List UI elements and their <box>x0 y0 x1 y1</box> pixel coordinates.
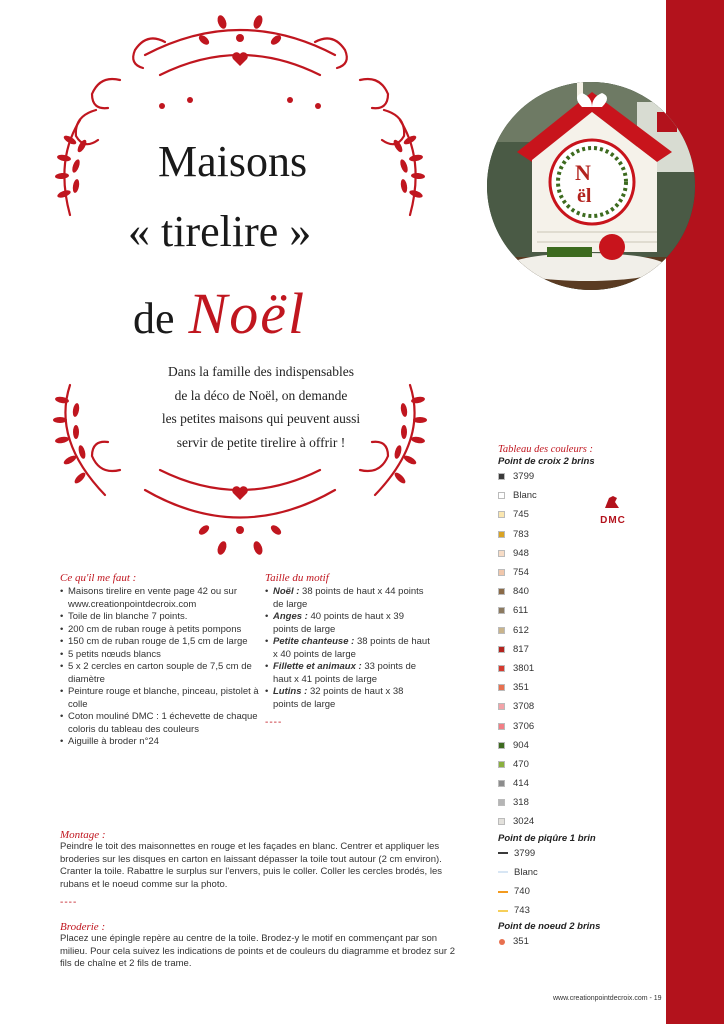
legend-row <box>498 774 658 793</box>
svg-text:ël: ël <box>577 185 592 207</box>
list-item: • 150 cm de ruban rouge de 1,5 cm de large <box>60 636 260 649</box>
color-code: 948 <box>513 547 529 559</box>
legend-row <box>498 863 658 882</box>
color-swatch <box>498 588 505 595</box>
line-swatch <box>498 891 508 893</box>
legend-row <box>498 901 658 920</box>
color-swatch <box>498 703 505 710</box>
color-code: 612 <box>513 624 529 636</box>
motif-size: 32 points de haut x 38 points de large <box>273 686 404 710</box>
color-code: 754 <box>513 567 529 579</box>
intro-line: Dans la famille des indispensables <box>168 364 354 379</box>
color-code: 351 <box>513 936 529 948</box>
color-swatch <box>498 646 505 653</box>
montage-text: Peindre le toit des maisonnettes en rouge et les façades en blanc. Centrer et appliquer les broderies sur les disques en carton en laissant dépasser la toile tout autour (2 cm environ). Cranter la toile. Rabattre le surplus sur l'envers, puis le coller. Coller les cercles brodés, les rubans et le noeud comme sur la photo. <box>60 841 442 890</box>
color-code: 817 <box>513 643 529 655</box>
color-swatch <box>498 723 505 730</box>
color-code: 414 <box>513 778 529 790</box>
line-swatch <box>498 871 508 873</box>
legend-row <box>498 844 658 863</box>
color-code: 904 <box>513 739 529 751</box>
line-swatch <box>498 852 508 854</box>
list-item: • 5 x 2 cercles en carton souple de 7,5 cm de diamètre <box>60 661 260 686</box>
color-swatch <box>498 492 505 499</box>
color-code: 783 <box>513 528 529 540</box>
legend-row <box>498 582 658 601</box>
motif-name: Lutins : <box>273 686 308 697</box>
horse-icon <box>601 494 625 510</box>
list-item: • 5 petits nœuds blancs <box>60 649 260 662</box>
color-swatch <box>498 684 505 691</box>
motif-name: Fillette et animaux : <box>273 661 362 672</box>
size-separator: ---- <box>265 717 283 728</box>
dmc-logo <box>583 494 643 526</box>
broderie-section <box>60 921 460 971</box>
broderie-text: Placez une épingle repère au centre de la toile. Brodez-y le motif en commençant par son milieu. Pour cela suivez les indications de points et de couleurs du diagramme et brodez sur 2 fils de chaîne et 2 fils de trame. <box>60 933 455 969</box>
color-swatch <box>498 799 505 806</box>
montage-separator: ---- <box>60 897 78 908</box>
list-item: • Coton mouliné DMC : 1 échevette de chaque coloris du tableau des couleurs <box>60 711 260 736</box>
color-code: 3024 <box>513 816 535 828</box>
list-item <box>265 686 430 711</box>
legend-row <box>498 793 658 812</box>
color-code: 318 <box>513 797 529 809</box>
motif-name: Noël : <box>273 586 300 597</box>
legend-row <box>498 659 658 678</box>
color-swatch <box>498 761 505 768</box>
svg-text:N: N <box>575 160 591 185</box>
legend-heading: Tableau des couleurs : <box>498 444 593 455</box>
legend-row <box>498 467 658 486</box>
color-code: Blanc <box>514 866 538 878</box>
color-swatch <box>498 473 505 480</box>
title-line-1: Maisons <box>158 137 308 186</box>
legend-row <box>498 932 658 951</box>
color-swatch <box>498 818 505 825</box>
legend-row <box>498 755 658 774</box>
color-swatch <box>498 550 505 557</box>
color-code: 3801 <box>513 662 535 674</box>
list-item <box>265 661 430 686</box>
color-code: 470 <box>513 758 529 770</box>
montage-section <box>60 829 460 908</box>
motif-size: 38 points de haut x 40 points de large <box>273 636 430 660</box>
intro-line: de la déco de Noël, on demande <box>174 387 348 403</box>
intro-line: servir de petite tirelire à offrir ! <box>176 434 346 450</box>
title-line-2: « tirelire » <box>128 207 312 256</box>
color-code: 351 <box>513 682 529 694</box>
motif-name: Petite chanteuse : <box>273 636 355 647</box>
color-swatch <box>498 607 505 614</box>
title-noel: Noël <box>188 281 307 346</box>
legend-row <box>498 882 658 901</box>
color-code: Blanc <box>513 490 537 502</box>
knot-swatch <box>499 939 505 945</box>
title-de: de <box>133 294 175 343</box>
motif-name: Anges : <box>273 611 308 622</box>
color-code: 3799 <box>514 847 536 859</box>
color-swatch <box>498 780 505 787</box>
legend-row <box>498 716 658 735</box>
dmc-logo-text: DMC <box>600 515 626 526</box>
list-item <box>265 636 430 661</box>
size-section <box>265 572 430 728</box>
legend-row <box>498 544 658 563</box>
house-photo <box>487 82 695 290</box>
legend-row <box>498 678 658 697</box>
broderie-heading: Broderie : <box>60 921 106 933</box>
backstitch-heading: Point de piqûre 1 brin <box>498 832 596 844</box>
materials-section <box>60 572 260 749</box>
page-footer: www.creationpointdecroix.com - 19 <box>553 995 662 1002</box>
knot-list <box>498 932 658 951</box>
motif-size: 33 points de haut x 41 points de large <box>273 661 417 685</box>
house-illustration-icon <box>487 82 695 290</box>
list-item: • Toile de lin blanche 7 points. <box>60 611 260 624</box>
color-code: 743 <box>514 905 530 917</box>
legend-row <box>498 697 658 716</box>
list-item: • Aiguille à broder n°24 <box>60 736 260 749</box>
color-code: 3799 <box>513 471 535 483</box>
line-swatch <box>498 910 508 912</box>
color-code: 740 <box>514 886 530 898</box>
size-heading: Taille du motif <box>265 572 329 584</box>
legend-row <box>498 736 658 755</box>
motif-size: 38 points de haut x 44 points de large <box>273 586 424 610</box>
montage-heading: Montage : <box>60 829 106 841</box>
list-item: • Maisons tirelire en vente page 42 ou sur www.creationpointdecroix.com <box>60 586 260 611</box>
legend-row <box>498 601 658 620</box>
color-swatch <box>498 531 505 538</box>
color-code: 840 <box>513 586 529 598</box>
color-code: 611 <box>513 605 529 617</box>
list-item: • 200 cm de ruban rouge à petits pompons <box>60 624 260 637</box>
color-swatch <box>498 665 505 672</box>
color-swatch <box>498 742 505 749</box>
backstitch-list <box>498 844 658 921</box>
legend-row <box>498 525 658 544</box>
intro-text <box>126 360 396 454</box>
knot-heading: Point de noeud 2 brins <box>498 921 601 933</box>
materials-heading: Ce qu'il me faut : <box>60 572 137 584</box>
materials-list <box>60 586 260 749</box>
intro-line: les petites maisons qui peuvent aussi <box>161 411 361 426</box>
legend-row <box>498 640 658 659</box>
color-swatch <box>498 627 505 634</box>
list-item: • Peinture rouge et blanche, pinceau, pistolet à colle <box>60 686 260 711</box>
size-list <box>265 586 430 711</box>
color-swatch <box>498 511 505 518</box>
title-line-3 <box>133 280 306 347</box>
color-swatch <box>498 569 505 576</box>
legend-row <box>498 621 658 640</box>
cross-stitch-heading: Point de croix 2 brins <box>498 456 595 467</box>
color-code: 3708 <box>513 701 535 713</box>
color-code: 3706 <box>513 720 535 732</box>
list-item <box>265 586 430 611</box>
list-item <box>265 611 430 636</box>
color-code: 745 <box>513 509 529 521</box>
motif-size: 40 points de haut x 39 points de large <box>273 611 404 635</box>
legend-row <box>498 812 658 831</box>
legend-row <box>498 563 658 582</box>
